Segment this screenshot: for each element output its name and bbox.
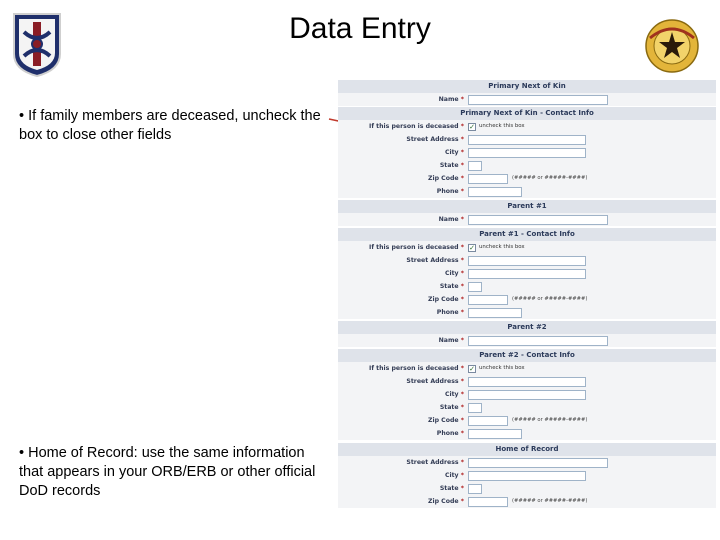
- pnok-street-input[interactable]: [468, 135, 586, 145]
- section-title: Parent #1: [507, 202, 547, 210]
- data-entry-form: [338, 78, 716, 509]
- hor-city-input[interactable]: [468, 471, 586, 481]
- parent2-deceased-checkbox[interactable]: ✓: [469, 364, 475, 373]
- parent2-deceased-row: [338, 362, 716, 375]
- pnok-city-row: [338, 146, 716, 159]
- section-title: Parent #2 - Contact Info: [479, 351, 575, 359]
- field-label: Name *: [438, 216, 464, 223]
- pnok-zip-row: [338, 172, 716, 185]
- zip-format-hint: (##### or #####-####): [512, 498, 588, 504]
- field-label: If this person is deceased *: [369, 123, 464, 130]
- section-header-parent-1-contact: [338, 228, 716, 241]
- hor-state-input[interactable]: [468, 484, 482, 494]
- hor-city-row: [338, 469, 716, 482]
- section-title: Parent #2: [507, 323, 547, 331]
- section-header-parent-2: [338, 321, 716, 334]
- section-title: Home of Record: [495, 445, 559, 453]
- field-label: City *: [444, 270, 464, 277]
- parent1-street-input[interactable]: [468, 256, 586, 266]
- parent1-deceased-checkbox[interactable]: ✓: [469, 243, 475, 252]
- hor-zip-row: [338, 495, 716, 508]
- field-label: Zip Code *: [427, 175, 464, 182]
- pnok-phone-input[interactable]: [468, 187, 522, 197]
- parent1-state-input[interactable]: [468, 282, 482, 292]
- parent2-street-input[interactable]: [468, 377, 586, 387]
- pnok-deceased-row: [338, 120, 716, 133]
- parent2-city-row: [338, 388, 716, 401]
- pnok-name-row: [338, 93, 716, 106]
- parent1-name-row: [338, 213, 716, 226]
- parent2-street-row: [338, 375, 716, 388]
- zip-format-hint: (##### or #####-####): [512, 417, 588, 423]
- checkbox-label: uncheck this box: [479, 244, 525, 250]
- pnok-zip-input[interactable]: [468, 174, 508, 184]
- parent2-phone-row: [338, 427, 716, 440]
- parent1-state-row: [338, 280, 716, 293]
- parent1-city-row: [338, 267, 716, 280]
- section-title: Parent #1 - Contact Info: [479, 230, 575, 238]
- parent1-deceased-row: [338, 241, 716, 254]
- parent2-zip-input[interactable]: [468, 416, 508, 426]
- field-label: City *: [444, 472, 464, 479]
- field-label: Phone *: [436, 309, 464, 316]
- field-label: Zip Code *: [427, 498, 464, 505]
- unit-crest-logo: [642, 18, 702, 74]
- field-label: Street Address *: [406, 257, 464, 264]
- parent1-city-input[interactable]: [468, 269, 586, 279]
- pnok-deceased-checkbox[interactable]: ✓: [469, 122, 475, 131]
- field-label: Street Address *: [406, 459, 464, 466]
- section-header-primary-next-of-kin: [338, 80, 716, 93]
- hor-zip-input[interactable]: [468, 497, 508, 507]
- pnok-city-input[interactable]: [468, 148, 586, 158]
- pnok-state-row: [338, 159, 716, 172]
- zip-format-hint: (##### or #####-####): [512, 296, 588, 302]
- parent1-zip-input[interactable]: [468, 295, 508, 305]
- field-label: Street Address *: [406, 136, 464, 143]
- parent1-phone-row: [338, 306, 716, 319]
- section-title: Primary Next of Kin - Contact Info: [460, 109, 594, 117]
- parent1-zip-row: [338, 293, 716, 306]
- parent2-zip-row: [338, 414, 716, 427]
- zip-format-hint: (##### or #####-####): [512, 175, 588, 181]
- section-header-parent-1: [338, 200, 716, 213]
- field-label: Phone *: [436, 188, 464, 195]
- checkbox-label: uncheck this box: [479, 365, 525, 371]
- field-label: If this person is deceased *: [369, 244, 464, 251]
- pnok-street-row: [338, 133, 716, 146]
- note-home-of-record-instructions: • Home of Record: use the same information that appears in your ORB/ERB or other official DoD records: [19, 445, 316, 499]
- parent1-phone-input[interactable]: [468, 308, 522, 318]
- pnok-phone-row: [338, 185, 716, 198]
- field-label: Phone *: [436, 430, 464, 437]
- pnok-name-input[interactable]: [468, 95, 608, 105]
- field-label: City *: [444, 391, 464, 398]
- section-header-parent-2-contact: [338, 349, 716, 362]
- parent1-name-input[interactable]: [468, 215, 608, 225]
- parent2-name-input[interactable]: [468, 336, 608, 346]
- checkbox-label: uncheck this box: [479, 123, 525, 129]
- hor-street-input[interactable]: [468, 458, 608, 468]
- hor-street-row: [338, 456, 716, 469]
- section-header-pnok-contact: [338, 107, 716, 120]
- field-label: If this person is deceased *: [369, 365, 464, 372]
- field-label: State *: [439, 283, 464, 290]
- field-label: Zip Code *: [427, 417, 464, 424]
- field-label: State *: [439, 162, 464, 169]
- parent2-name-row: [338, 334, 716, 347]
- note-deceased-instructions: • If family members are deceased, uncheck the box to close other fields: [19, 108, 321, 143]
- hor-state-row: [338, 482, 716, 495]
- field-label: City *: [444, 149, 464, 156]
- parent2-state-row: [338, 401, 716, 414]
- slide-title: Data Entry: [289, 12, 431, 45]
- parent2-phone-input[interactable]: [468, 429, 522, 439]
- section-title: Primary Next of Kin: [488, 82, 566, 90]
- field-label: Name *: [438, 96, 464, 103]
- parent2-state-input[interactable]: [468, 403, 482, 413]
- parent1-street-row: [338, 254, 716, 267]
- field-label: Name *: [438, 337, 464, 344]
- unit-patch-logo: [10, 10, 64, 78]
- field-label: Zip Code *: [427, 296, 464, 303]
- parent2-city-input[interactable]: [468, 390, 586, 400]
- field-label: State *: [439, 404, 464, 411]
- pnok-state-input[interactable]: [468, 161, 482, 171]
- field-label: State *: [439, 485, 464, 492]
- field-label: Street Address *: [406, 378, 464, 385]
- section-header-home-of-record: [338, 443, 716, 456]
